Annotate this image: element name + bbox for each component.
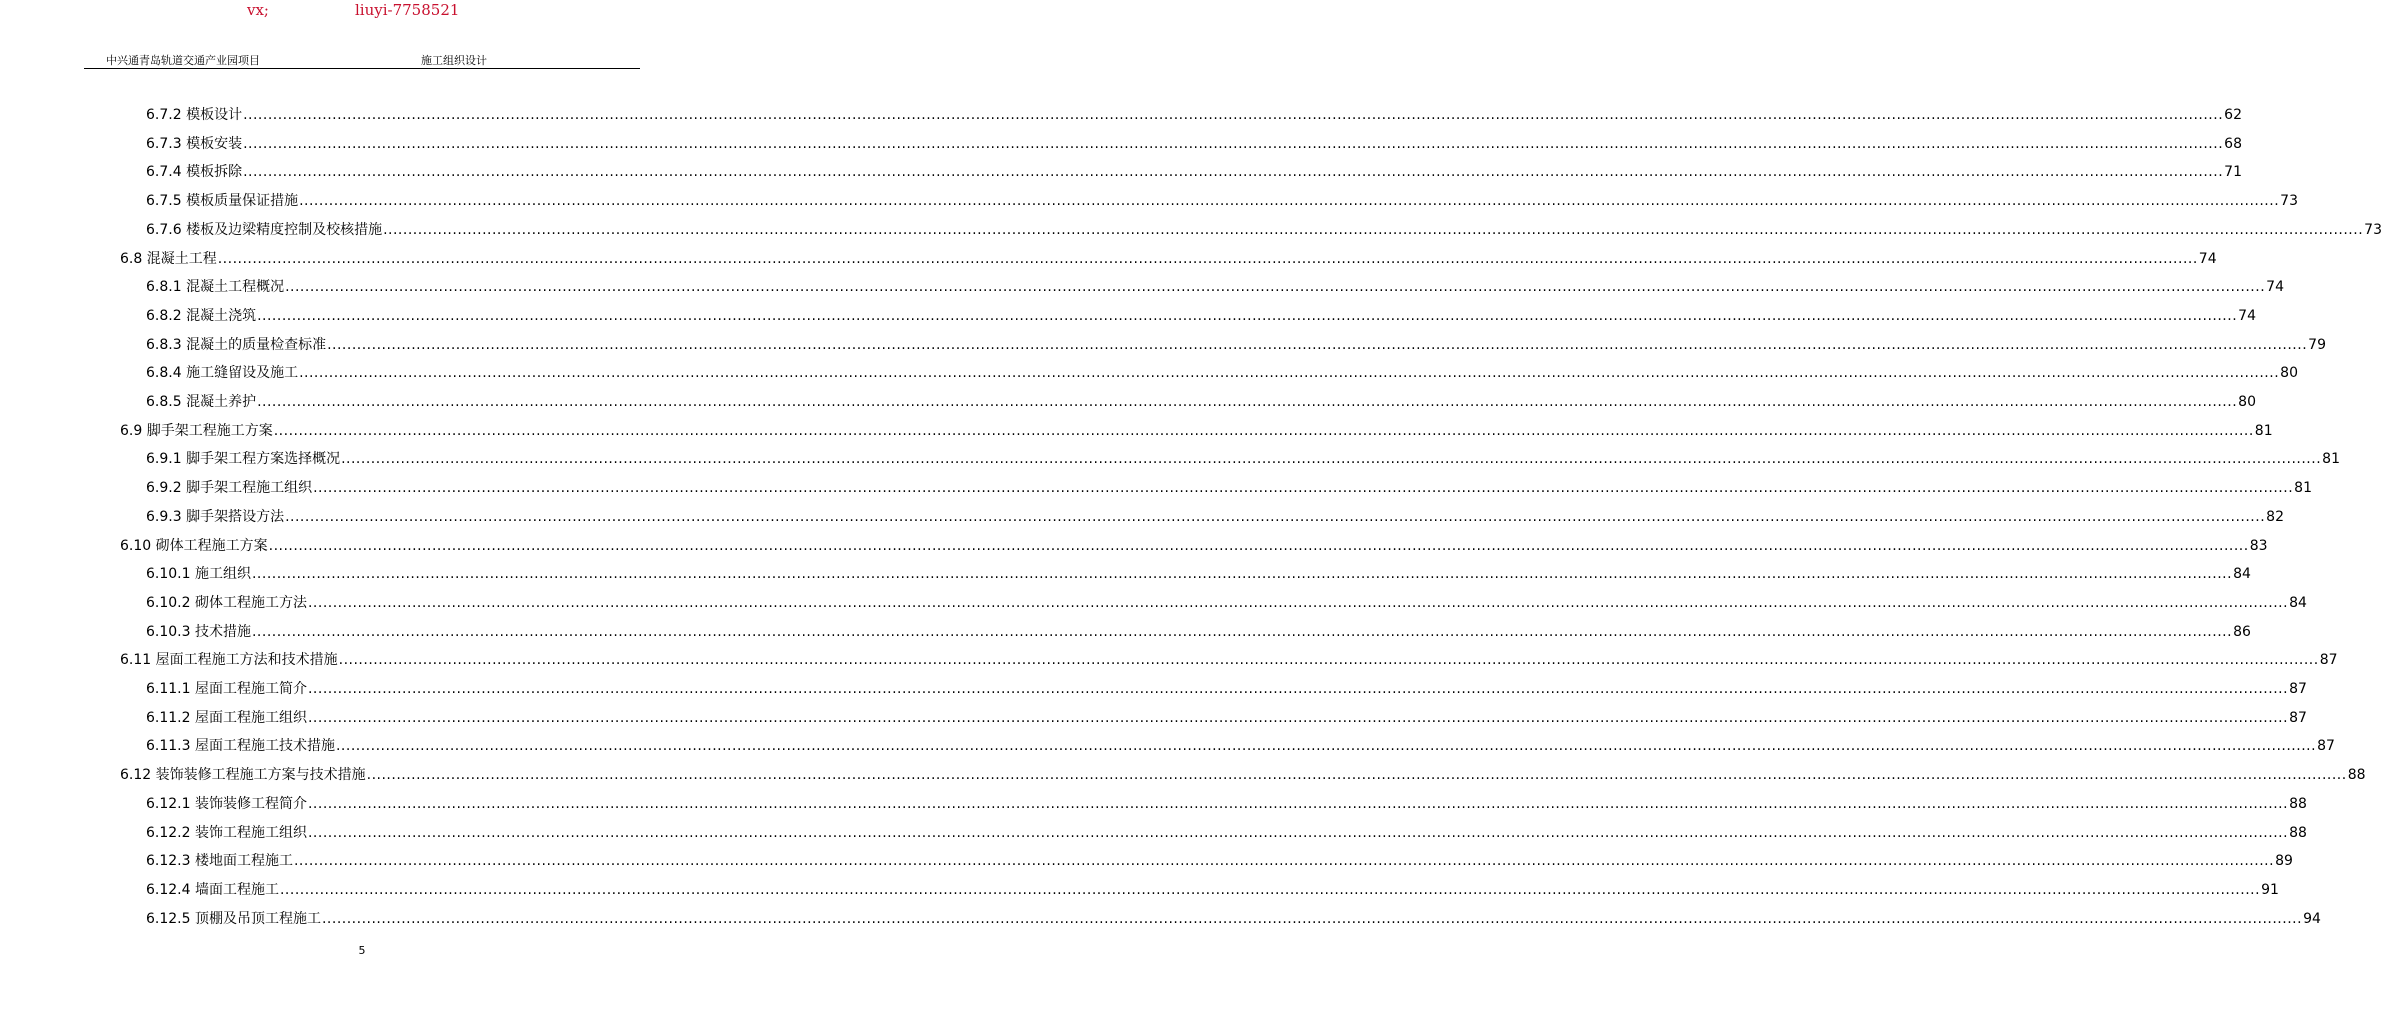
toc-entry-page: 82: [2266, 508, 2284, 525]
toc-entry-page: 87: [2289, 709, 2307, 726]
toc-entry-page: 87: [2319, 652, 2338, 669]
toc-entry[interactable]: [146, 842, 2293, 870]
toc-entry[interactable]: [146, 785, 2307, 813]
page-header: [84, 50, 640, 69]
toc-entry-title: 6.10.1 施工组织: [146, 566, 251, 583]
toc-dot-leader: ................................................................................................................................................................................................................................................................................................................................................................................................................: [313, 480, 2294, 497]
toc-entry[interactable]: [146, 182, 2298, 210]
toc-dot-leader: ................................................................................................................................................................................................................................................................................................................................................................................................................: [366, 767, 2347, 784]
toc-entry-title: 6.10.2 砌体工程施工方法: [146, 594, 307, 611]
toc-entry-title: 6.7.6 楼板及边梁精度控制及校核措施: [146, 221, 383, 238]
toc-entry[interactable]: [120, 641, 2338, 669]
toc-entry-title: 6.8.3 混凝土的质量检查标准: [146, 336, 327, 353]
toc-entry[interactable]: [146, 871, 2279, 899]
header-doc-title: 施工组织设计: [421, 54, 487, 67]
toc-entry[interactable]: [146, 670, 2307, 698]
toc-entry[interactable]: [120, 240, 2217, 268]
toc-entry-title: 6.11.2 屋面工程施工组织: [146, 709, 307, 726]
toc-entry-title: 6.9.3 脚手架搭设方法: [146, 508, 285, 525]
toc-entry-title: 6.8.2 混凝土浇筑: [146, 307, 257, 324]
toc-entry[interactable]: [146, 354, 2298, 382]
toc-entry[interactable]: [146, 613, 2251, 641]
toc-dot-leader: ................................................................................................................................................................................................................................................................................................................................................................................................................: [299, 193, 2280, 210]
toc-entry-title: 6.12.2 装饰工程施工组织: [146, 824, 307, 841]
toc-dot-leader: ................................................................................................................................................................................................................................................................................................................................................................................................................: [257, 394, 2238, 410]
toc-entry[interactable]: [146, 584, 2307, 612]
toc-entry-page: 74: [2198, 250, 2217, 267]
toc-dot-leader: ................................................................................................................................................................................................................................................................................................................................................................................................................: [335, 738, 2317, 755]
toc-entry-title: 6.7.2 模板设计: [146, 107, 243, 123]
toc-entry[interactable]: [146, 900, 2321, 928]
toc-entry-page: 80: [2238, 394, 2256, 410]
toc-entry-title: 6.8.4 施工缝留设及施工: [146, 365, 299, 382]
watermark: [0, 0, 724, 24]
toc-entry-page: 83: [2249, 537, 2268, 554]
toc-entry[interactable]: [146, 498, 2284, 526]
toc-dot-leader: ................................................................................................................................................................................................................................................................................................................................................................................................................: [285, 508, 2266, 525]
toc-entry[interactable]: [146, 440, 2340, 468]
toc-entry[interactable]: [146, 297, 2256, 325]
toc-dot-leader: ................................................................................................................................................................................................................................................................................................................................................................................................................: [285, 279, 2266, 296]
toc-entry[interactable]: [146, 469, 2312, 497]
toc-entry-page: 79: [2308, 336, 2326, 353]
toc-entry-page: 73: [2364, 221, 2382, 238]
toc-entry[interactable]: [146, 383, 2256, 411]
toc-entry-title: 6.11.1 屋面工程施工简介: [146, 681, 307, 697]
toc-entry-title: 6.10.3 技术措施: [146, 623, 251, 640]
watermark-left: vx;: [247, 1, 269, 19]
toc-entry-page: 87: [2317, 738, 2335, 755]
toc-entry-page: 74: [2266, 279, 2284, 296]
toc-entry[interactable]: [120, 756, 2366, 784]
toc-entry-title: 6.12.5 顶棚及吊顶工程施工: [146, 910, 321, 927]
toc-dot-leader: ................................................................................................................................................................................................................................................................................................................................................................................................................: [279, 881, 2261, 898]
toc-entry-page: 88: [2289, 795, 2307, 812]
toc-entry-title: 6.9.1 脚手架工程方案选择概况: [146, 451, 341, 468]
toc-entry-title: 6.12 装饰装修工程施工方案与技术措施: [120, 767, 366, 784]
toc-entry-page: 81: [2322, 451, 2340, 468]
toc-entry[interactable]: [146, 326, 2326, 354]
toc-dot-leader: ................................................................................................................................................................................................................................................................................................................................................................................................................: [257, 307, 2238, 324]
toc-entry-page: 68: [2224, 135, 2242, 152]
toc-dot-leader: ................................................................................................................................................................................................................................................................................................................................................................................................................: [268, 537, 2249, 554]
toc-dot-leader: ................................................................................................................................................................................................................................................................................................................................................................................................................: [307, 709, 2289, 726]
toc-dot-leader: ................................................................................................................................................................................................................................................................................................................................................................................................................: [243, 107, 2224, 123]
toc-dot-leader: ................................................................................................................................................................................................................................................................................................................................................................................................................: [327, 336, 2308, 353]
toc-dot-leader: ................................................................................................................................................................................................................................................................................................................................................................................................................: [383, 221, 2364, 238]
toc-dot-leader: ................................................................................................................................................................................................................................................................................................................................................................................................................: [251, 623, 2233, 640]
toc-entry[interactable]: [146, 699, 2307, 727]
toc-entry-title: 6.10 砌体工程施工方案: [120, 537, 268, 554]
toc-entry[interactable]: [146, 211, 2382, 239]
toc-entry-page: 88: [2289, 824, 2307, 841]
toc-entry-title: 6.7.5 模板质量保证措施: [146, 193, 299, 210]
toc-dot-leader: ................................................................................................................................................................................................................................................................................................................................................................................................................: [307, 594, 2289, 611]
toc-entry-title: 6.7.4 模板拆除: [146, 164, 243, 181]
page-number: 5: [358, 944, 366, 957]
toc-entry-title: 6.8.5 混凝土养护: [146, 394, 257, 410]
toc-entry[interactable]: [120, 527, 2268, 555]
toc-entry-page: 86: [2233, 623, 2251, 640]
toc-entry-page: 94: [2303, 910, 2321, 927]
toc-dot-leader: ................................................................................................................................................................................................................................................................................................................................................................................................................: [243, 135, 2224, 152]
toc-dot-leader: ................................................................................................................................................................................................................................................................................................................................................................................................................: [293, 853, 2275, 870]
toc-entry[interactable]: [146, 727, 2335, 755]
toc-entry-title: 6.11.3 屋面工程施工技术措施: [146, 738, 335, 755]
toc-entry-title: 6.9.2 脚手架工程施工组织: [146, 480, 313, 497]
toc-dot-leader: ................................................................................................................................................................................................................................................................................................................................................................................................................: [307, 681, 2289, 697]
toc-dot-leader: ................................................................................................................................................................................................................................................................................................................................................................................................................: [338, 652, 2319, 669]
toc-entry-page: 62: [2224, 107, 2242, 123]
toc-entry-title: 6.8.1 混凝土工程概况: [146, 279, 285, 296]
toc-entry-title: 6.9 脚手架工程施工方案: [120, 422, 273, 439]
header-project-name: 中兴通青岛轨道交通产业园项目: [106, 54, 260, 67]
toc-entry[interactable]: [146, 268, 2284, 296]
toc-entry-title: 6.12.1 装饰装修工程简介: [146, 795, 307, 812]
toc-dot-leader: ................................................................................................................................................................................................................................................................................................................................................................................................................: [307, 824, 2289, 841]
toc-entry[interactable]: [146, 153, 2242, 181]
toc-entry-page: 91: [2261, 881, 2279, 898]
toc-dot-leader: ................................................................................................................................................................................................................................................................................................................................................................................................................: [273, 422, 2254, 439]
toc-dot-leader: ................................................................................................................................................................................................................................................................................................................................................................................................................: [217, 250, 2198, 267]
toc-entry-page: 88: [2347, 767, 2366, 784]
toc-entry-page: 74: [2238, 307, 2256, 324]
toc-entry[interactable]: [146, 96, 2242, 124]
toc-entry-page: 87: [2289, 681, 2307, 697]
toc-entry-title: 6.11 屋面工程施工方法和技术措施: [120, 652, 338, 669]
toc-dot-leader: ................................................................................................................................................................................................................................................................................................................................................................................................................: [251, 566, 2233, 583]
toc-entry[interactable]: [146, 814, 2307, 842]
toc-dot-leader: ................................................................................................................................................................................................................................................................................................................................................................................................................: [307, 795, 2289, 812]
toc-entry-title: 6.7.3 模板安装: [146, 135, 243, 152]
toc-dot-leader: ................................................................................................................................................................................................................................................................................................................................................................................................................: [341, 451, 2322, 468]
toc-entry-page: 71: [2224, 164, 2242, 181]
toc-entry-title: 6.12.3 楼地面工程施工: [146, 853, 293, 870]
toc-entry[interactable]: [146, 555, 2251, 583]
toc-entry-page: 84: [2233, 566, 2251, 583]
toc-entry-page: 84: [2289, 594, 2307, 611]
toc-entry-page: 81: [2294, 480, 2312, 497]
toc-entry[interactable]: [120, 412, 2273, 440]
watermark-right: liuyi-7758521: [355, 1, 460, 19]
toc-entry-title: 6.8 混凝土工程: [120, 250, 217, 267]
toc-dot-leader: ................................................................................................................................................................................................................................................................................................................................................................................................................: [243, 164, 2224, 181]
toc-entry-page: 73: [2280, 193, 2298, 210]
toc-entry-page: 80: [2280, 365, 2298, 382]
toc-entry-title: 6.12.4 墙面工程施工: [146, 881, 279, 898]
toc-entry-page: 81: [2254, 422, 2273, 439]
toc-dot-leader: ................................................................................................................................................................................................................................................................................................................................................................................................................: [299, 365, 2280, 382]
toc-entry-page: 89: [2275, 853, 2293, 870]
toc-dot-leader: ................................................................................................................................................................................................................................................................................................................................................................................................................: [321, 910, 2303, 927]
toc-entry[interactable]: [146, 125, 2242, 153]
